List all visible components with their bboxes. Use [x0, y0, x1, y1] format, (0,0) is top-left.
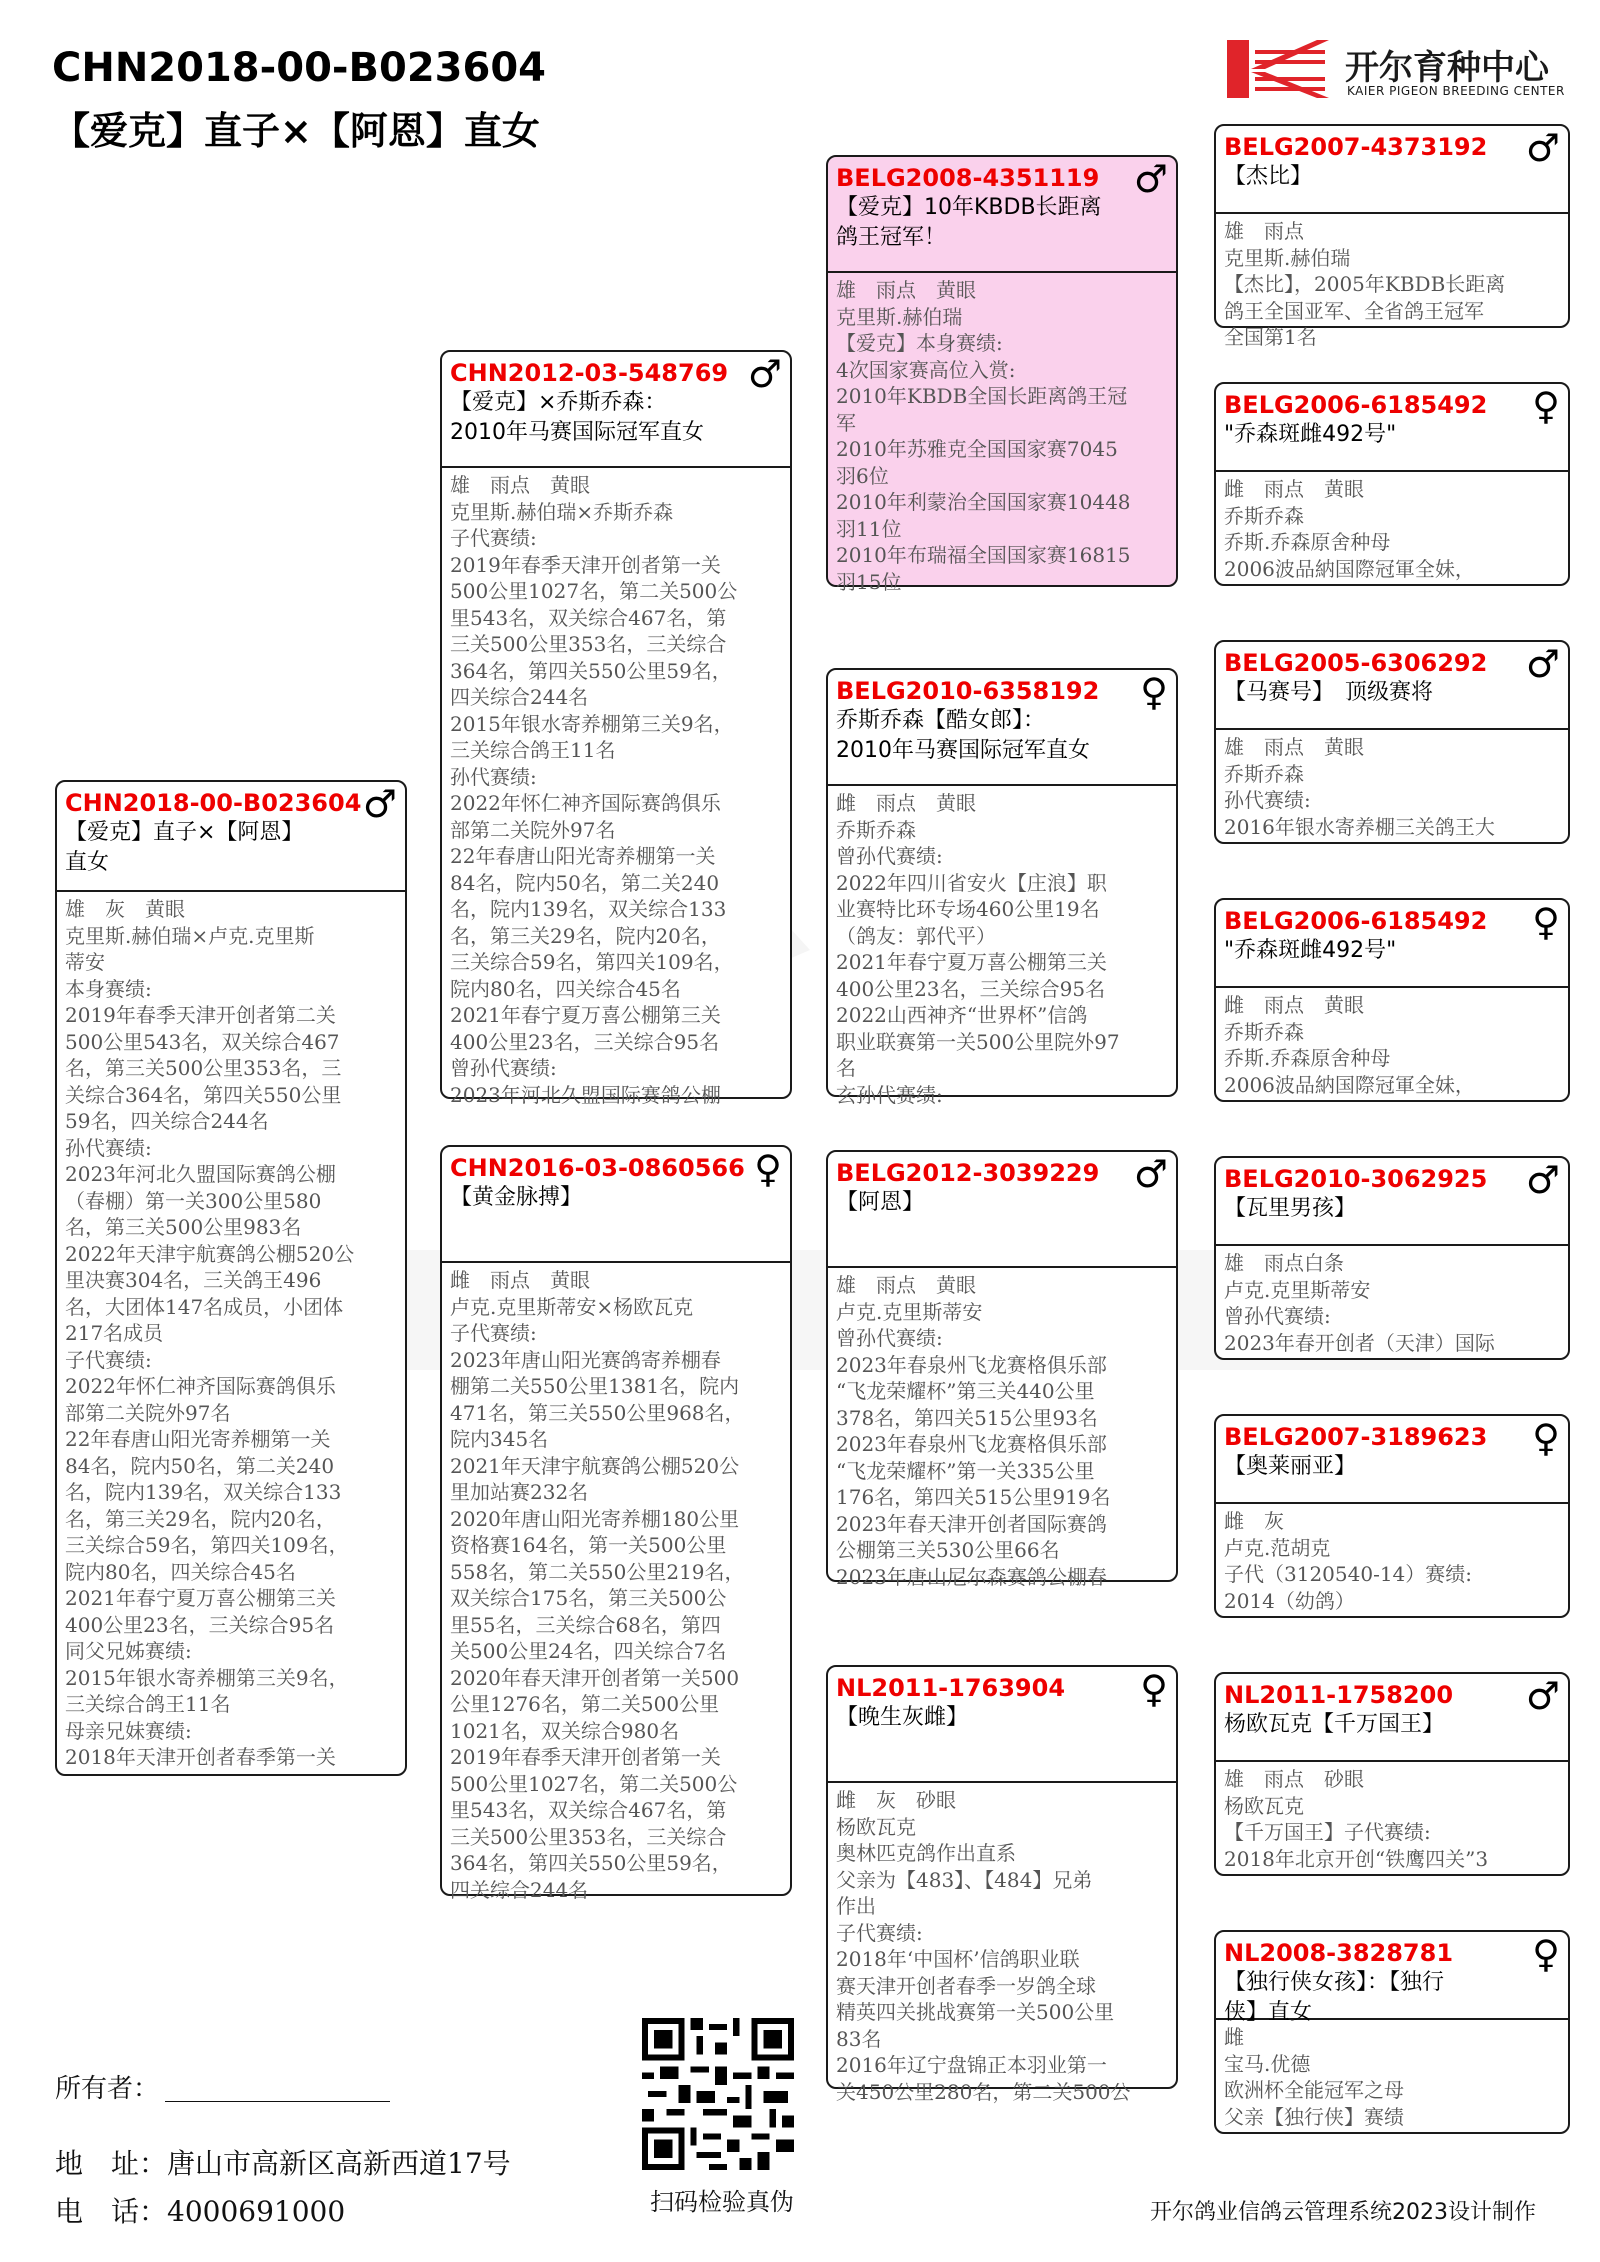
detail-line: 雄 雨点 [1224, 219, 1304, 243]
detail-line: 欧洲杯全能冠军之母 [1224, 2078, 1404, 2102]
phone: 电 话：4000691000 [55, 2195, 346, 2228]
detail-line: 赛天津开创者春季一岁鸽全球 [836, 1973, 1096, 1998]
female-icon: ♀ [1140, 1667, 1168, 1711]
detail-line: 83名 [836, 2026, 882, 2051]
pigeon-card-sdd [1214, 898, 1570, 1102]
detail-line: 【爱克】本身赛绩: [836, 331, 1003, 355]
owner-field [55, 2068, 390, 2105]
card-details [57, 892, 405, 1775]
ring-number: CHN2016-03-0860566 [450, 1154, 745, 1182]
detail-line: 22年春唐山阳光寄养棚第一关 [450, 844, 716, 868]
ring-number: NL2011-1758200 [1224, 1681, 1454, 1709]
detail-line: 雄 灰 黄眼 [65, 897, 185, 921]
detail-line: 资格赛164名，第一关500公里 [450, 1533, 727, 1557]
pigeon-name: 乔斯乔森【酷女郎】： [836, 708, 1046, 733]
detail-line: 名，第三关29名，院内20名， [65, 1506, 336, 1531]
detail-line: 乔斯乔森 [1224, 1019, 1304, 1044]
detail-line: 【千万国王】子代赛绩: [1224, 1820, 1431, 1844]
detail-line: 雌 灰 [1224, 1509, 1284, 1533]
detail-line: 84名，院内50名，第二关240 [450, 870, 720, 895]
pigeon-name: 鸽王冠军！ [836, 225, 947, 250]
card-details [442, 468, 790, 1112]
detail-line: 2021年天津宇航赛鸽公棚520公 [450, 1453, 740, 1478]
detail-line: 2015年银水寄养棚第三关9名， [450, 711, 734, 736]
detail-line: 2015年银水寄养棚第三关9名， [65, 1665, 349, 1690]
ring-number: BELG2007-4373192 [1224, 133, 1488, 161]
pigeon-name: 直女 [65, 850, 110, 875]
female-icon: ♀ [1532, 900, 1560, 944]
ring-number: BELG2010-6358192 [836, 677, 1100, 705]
detail-line: 作出 [836, 1894, 876, 1918]
detail-line: 卢克.克里斯蒂安×杨欧瓦克 [450, 1294, 694, 1319]
card-header [828, 157, 1176, 273]
detail-line: 宝马.优德 [1224, 2051, 1311, 2076]
detail-line: 2022年天津宇航赛鸽公棚520公 [65, 1241, 355, 1266]
detail-line: 名，第三关500公里353名，三 [65, 1056, 342, 1080]
male-icon: ♂ [1525, 1158, 1560, 1202]
detail-line: 四关综合244名 [450, 1877, 589, 1902]
pigeon-name: 【晚生灰雌】 [836, 1705, 969, 1730]
ring-number: CHN2012-03-548769 [450, 359, 729, 387]
detail-line: 364名，第四关550公里59名， [450, 658, 732, 683]
ring-number: NL2008-3828781 [1224, 1939, 1454, 1967]
detail-line: 克里斯.赫伯瑞×乔斯乔森 [450, 499, 674, 524]
detail-line: 三关综合鸽王11名 [65, 1692, 231, 1716]
detail-line: 2023年河北久盟国际赛鸽公棚 [450, 1082, 721, 1107]
ring-number: BELG2010-3062925 [1224, 1165, 1488, 1193]
card-details [1216, 1762, 1568, 1876]
pigeon-name: 杨欧瓦克【千万国王】 [1224, 1712, 1445, 1737]
detail-line: 里加站赛232名 [450, 1480, 589, 1504]
detail-line: 本身赛绩: [65, 976, 152, 1001]
detail-line: 卢克.范胡克 [1224, 1535, 1331, 1560]
detail-line: 曾孙代赛绩: [836, 844, 943, 868]
female-icon: ♀ [754, 1147, 782, 1191]
card-header [1216, 1674, 1568, 1762]
pigeon-name: 【奥莱丽亚】 [1224, 1454, 1357, 1479]
detail-line: 部第二关院外97名 [65, 1400, 231, 1425]
detail-line: 院内80名，四关综合45名 [65, 1559, 296, 1584]
detail-line: 500公里543名，双关综合467 [65, 1029, 340, 1054]
pigeon-name: 【杰比】 [1224, 164, 1313, 189]
detail-line: 精英四关挑战赛第一关500公里 [836, 2000, 1115, 2024]
card-details [1216, 472, 1568, 586]
detail-line: 471名，第三关550公里968名， [450, 1400, 745, 1425]
detail-line: 母亲兄妹赛绩: [65, 1718, 192, 1743]
detail-line: 59名，四关综合244名 [65, 1109, 269, 1133]
card-details [1216, 1246, 1568, 1360]
detail-line: 名，院内139名，双关综合133 [65, 1480, 342, 1504]
detail-line: 乔斯.乔森原舍种母 [1224, 530, 1391, 554]
detail-line: 22年春唐山阳光寄养棚第一关 [65, 1427, 331, 1451]
male-icon: ♂ [1133, 157, 1168, 201]
detail-line: 三关500公里353名，三关综合 [450, 1824, 727, 1849]
detail-line: 2022山西神齐“世界杯”信鸽 [836, 1003, 1088, 1027]
pigeon-card-dam [440, 1145, 792, 1902]
card-header [1216, 384, 1568, 472]
detail-line: 400公里23名，三关综合95名 [450, 1029, 720, 1054]
ring-number: BELG2012-3039229 [836, 1159, 1100, 1187]
detail-line: 2023年春开创者（天津）国际 [1224, 1330, 1495, 1355]
detail-line: 业赛特比环专场460公里19名 [836, 897, 1100, 921]
detail-line: 院内80名，四关综合45名 [450, 976, 681, 1001]
card-details [442, 1263, 790, 1907]
pigeon-name: 【爱克】×乔斯乔森： [450, 390, 667, 415]
detail-line: 2018年北京开创“铁鹰四关”3 [1224, 1846, 1489, 1871]
detail-line: 4次国家赛高位入赏: [836, 357, 1016, 382]
card-details [1216, 988, 1568, 1102]
card-header [1216, 126, 1568, 214]
detail-line: 军 [836, 410, 856, 435]
detail-line: 名，第三关500公里983名 [65, 1215, 302, 1239]
qr-caption: 扫码检验真伪 [650, 2188, 794, 2216]
detail-line: 棚第二关550公里1381名，院内 [450, 1374, 740, 1398]
detail-line: 杨欧瓦克 [836, 1814, 916, 1839]
detail-line: 雌 雨点 黄眼 [836, 791, 976, 815]
detail-line: 2020年春天津开创者第一关500 [450, 1665, 740, 1690]
detail-line: 2010年利蒙治全国国家赛10448 [836, 490, 1131, 514]
detail-line: 卢克.克里斯蒂安 [836, 1299, 983, 1324]
ring-number: BELG2006-6185492 [1224, 907, 1488, 935]
detail-line: 孙代赛绩: [450, 764, 537, 789]
detail-line: 职业联赛第一关500公里院外97 [836, 1029, 1120, 1054]
detail-line: 217名成员 [65, 1321, 164, 1345]
ring-number: CHN2018-00-B023604 [65, 789, 362, 817]
detail-line: 2021年春宁夏万喜公棚第三关 [450, 1003, 721, 1027]
detail-line: 2023年唐山阳光赛鸽寄养棚春 [450, 1347, 721, 1372]
card-details [1216, 214, 1568, 355]
pigeon-name: "乔森斑雌492号" [1224, 422, 1397, 447]
detail-line: 2010年KBDB全国长距离鸽王冠 [836, 384, 1128, 408]
detail-line: 2018年天津开创者春季第一关 [65, 1745, 336, 1769]
owner-label: 所有者： [55, 2074, 160, 2104]
female-icon: ♀ [1532, 1932, 1560, 1976]
detail-line: 关450公里280名，第二关500公 [836, 2079, 1131, 2104]
detail-line: 2023年春泉州飞龙赛格俱乐部 [836, 1352, 1107, 1377]
card-details [828, 1783, 1176, 2109]
detail-line: 公里1276名，第二关500公里 [450, 1692, 720, 1716]
detail-line: 2023年春泉州飞龙赛格俱乐部 [836, 1432, 1107, 1456]
detail-line: 2019年春季天津开创者第一关 [450, 1745, 721, 1769]
card-header [828, 670, 1176, 786]
detail-line: 奥林匹克鸽作出直系 [836, 1841, 1016, 1865]
detail-line: 子代（3120540-14）赛绩: [1224, 1562, 1473, 1586]
detail-line: 雌 雨点 黄眼 [1224, 477, 1364, 501]
detail-line: 2022年怀仁神齐国际赛鸽俱乐 [65, 1374, 336, 1398]
detail-line: （鸽友：郭代平） [836, 923, 996, 948]
detail-line: 鸽王全国亚军、全省鸽王冠军 [1224, 298, 1484, 323]
card-header [442, 1147, 790, 1263]
detail-line: 2022年怀仁神齐国际赛鸽俱乐 [450, 791, 721, 815]
detail-line: 2014（幼鸽） [1224, 1588, 1355, 1613]
male-icon: ♂ [1525, 126, 1560, 170]
detail-line: 名，院内139名，双关综合133 [450, 897, 727, 921]
ring-number: BELG2005-6306292 [1224, 649, 1488, 677]
pigeon-name: 2010年马赛国际冠军直女 [450, 420, 704, 445]
logo-text-en: KAIER PIGEON BREEDING CENTER [1347, 84, 1565, 98]
pigeon-card-dd [826, 1665, 1178, 2104]
detail-line: 同父兄姊赛绩: [65, 1639, 192, 1663]
pigeon-card-dds [1214, 1672, 1570, 1876]
detail-line: 2006波品納国際冠軍全妹， [1224, 556, 1475, 581]
detail-line: 名，第三关29名，院内20名， [450, 923, 721, 948]
detail-line: 羽6位 [836, 463, 889, 488]
detail-line: 2021年春宁夏万喜公棚第三关 [65, 1586, 336, 1610]
pigeon-card-ssd [1214, 382, 1570, 586]
card-details [828, 786, 1176, 1112]
detail-line: 克里斯.赫伯瑞×卢克.克里斯 [65, 923, 315, 948]
detail-line: 全国第1名 [1224, 325, 1317, 349]
pigeon-name: 【瓦里男孩】 [1224, 1196, 1357, 1221]
pigeon-name: 2010年马赛国际冠军直女 [836, 738, 1090, 763]
female-icon: ♀ [1140, 670, 1168, 714]
detail-line: 子代赛绩: [450, 526, 537, 550]
detail-line: 500公里1027名，第二关500公 [450, 579, 738, 603]
card-header [57, 782, 405, 892]
detail-line: 三关综合59名，第四关109名， [65, 1533, 349, 1557]
detail-line: 子代赛绩: [65, 1347, 152, 1372]
detail-line: 2023年春天津开创者国际赛鸽 [836, 1511, 1107, 1536]
detail-line: 里543名，双关综合467名，第 [450, 1798, 727, 1822]
pigeon-card-ddd [1214, 1930, 1570, 2134]
detail-line: “飞龙荣耀杯”第一关335公里 [836, 1458, 1095, 1483]
detail-line: 部第二关院外97名 [450, 817, 616, 842]
pigeon-card-ss [826, 155, 1178, 594]
male-icon: ♂ [1525, 642, 1560, 686]
detail-line: 2010年苏雅克全国国家赛7045 [836, 437, 1118, 461]
detail-line: 克里斯.赫伯瑞 [1224, 245, 1351, 270]
card-header [828, 1152, 1176, 1268]
male-icon: ♂ [1525, 1674, 1560, 1718]
detail-line: 关综合364名，第四关550公里 [65, 1082, 342, 1107]
logo-text-cn: 开尔育种中心 [1345, 48, 1549, 88]
card-details [1216, 730, 1568, 844]
female-icon: ♀ [1532, 384, 1560, 428]
detail-line: 雌 灰 砂眼 [836, 1788, 956, 1812]
detail-line: 雄 雨点 黄眼 [836, 278, 976, 302]
detail-line: “飞龙荣耀杯”第三关440公里 [836, 1379, 1095, 1403]
ring-number: BELG2008-4351119 [836, 164, 1100, 192]
pigeon-name: 【马赛号】 顶级赛将 [1224, 680, 1434, 705]
detail-line: 曾孙代赛绩: [450, 1056, 557, 1080]
detail-line: 三关综合鸽王11名 [450, 738, 616, 762]
detail-line: 2023年唐山尼尔森赛鸽公棚春 [836, 1564, 1107, 1589]
detail-line: 2020年唐山阳光寄养棚180公里 [450, 1506, 740, 1531]
detail-line: 2023年河北久盟国际赛鸽公棚 [65, 1162, 336, 1186]
kaier-logo [1225, 36, 1575, 106]
detail-line: 三关500公里353名，三关综合 [450, 632, 727, 656]
male-icon: ♂ [747, 352, 782, 396]
detail-line: 2010年布瑞福全国国家赛16815 [836, 543, 1131, 567]
detail-line: 乔斯乔森 [1224, 503, 1304, 528]
pigeon-name: 【黄金脉搏】 [450, 1185, 583, 1210]
detail-line: 乔斯乔森 [836, 817, 916, 842]
detail-line: 雌 [1224, 2025, 1244, 2049]
footer-credit: 开尔鸽业信鸽云管理系统2023设计制作 [1150, 2200, 1536, 2225]
detail-line: 2019年春季天津开创者第二关 [65, 1003, 336, 1027]
pigeon-card-dss [1214, 1156, 1570, 1360]
detail-line: 雌 雨点 黄眼 [1224, 993, 1364, 1017]
detail-line: 2006波品納国際冠軍全妹， [1224, 1072, 1475, 1097]
female-icon: ♀ [1532, 1416, 1560, 1460]
pigeon-name: 侠】直女 [1224, 2000, 1313, 2025]
detail-line: 雄 雨点 黄眼 [450, 473, 590, 497]
card-header [1216, 1158, 1568, 1246]
pigeon-card-sss [1214, 124, 1570, 349]
pigeon-name: 【独行侠女孩】：【独行 [1224, 1970, 1445, 1995]
detail-line: 玄孙代赛绩: [836, 1082, 943, 1107]
detail-line: 2021年春宁夏万喜公棚第三关 [836, 950, 1107, 974]
detail-line: 里55名，三关综合68名，第四 [450, 1612, 721, 1637]
detail-line: 2022年四川省安火【庄浪】职 [836, 870, 1107, 895]
pigeon-card-ds [826, 1150, 1178, 1589]
detail-line: 雄 雨点 黄眼 [1224, 735, 1364, 759]
detail-line: 父亲为【483】、【484】兄弟 [836, 1867, 1093, 1892]
pigeon-card-sire [440, 350, 792, 1107]
detail-line: 里543名，双关综合467名，第 [450, 605, 727, 630]
detail-line: 2019年春季天津开创者第一关 [450, 552, 721, 577]
kaier-logo-icon [1225, 36, 1335, 106]
detail-line: 里决赛304名，三关鸽王496 [65, 1268, 322, 1292]
detail-line: 名，大团体147名成员，小团体 [65, 1294, 344, 1319]
detail-line: 父亲【独行侠】赛绩 [1224, 2104, 1404, 2129]
detail-line: 三关综合59名，第四关109名， [450, 950, 734, 974]
qr-code-icon[interactable] [642, 2018, 794, 2170]
detail-line: 双关综合175名，第三关500公 [450, 1586, 727, 1610]
ring-number: BELG2007-3189623 [1224, 1423, 1488, 1451]
detail-line: （春棚）第一关300公里580 [65, 1188, 322, 1213]
detail-line: 500公里1027名，第二关500公 [450, 1771, 738, 1796]
detail-line: 羽11位 [836, 516, 902, 541]
pigeon-card-sd [826, 668, 1178, 1107]
detail-line: 克里斯.赫伯瑞 [836, 304, 963, 329]
card-details [1216, 2020, 1568, 2134]
card-header [1216, 1932, 1568, 2025]
detail-line: 曾孙代赛绩: [836, 1326, 943, 1350]
male-icon: ♂ [362, 782, 397, 826]
pigeon-name: 【爱克】直子×【阿恩】 [65, 820, 304, 845]
detail-line: 雌 雨点 黄眼 [450, 1268, 590, 1292]
detail-line: 子代赛绩: [836, 1920, 923, 1945]
pigeon-name: 【阿恩】 [836, 1190, 925, 1215]
pedigree-ring-number: CHN2018-00-B023604 [52, 45, 546, 91]
detail-line: 84名，院内50名，第二关240 [65, 1453, 335, 1478]
detail-line: 2016年银水寄养棚三关鸽王大 [1224, 814, 1495, 839]
detail-line: 176名，第四关515公里919名 [836, 1485, 1111, 1509]
detail-line: 雄 雨点 黄眼 [836, 1273, 976, 1297]
detail-line: 杨欧瓦克 [1224, 1793, 1304, 1818]
detail-line: 【杰比】，2005年KBDB长距离 [1224, 272, 1506, 296]
detail-line: 2016年辽宁盘锦正本羽业第一 [836, 2053, 1107, 2077]
pigeon-card-dsd [1214, 1414, 1570, 1618]
detail-line: 孙代赛绩: [1224, 788, 1311, 812]
card-header [1216, 1416, 1568, 1504]
detail-line: 四关综合244名 [450, 685, 589, 709]
detail-line: 羽15位 [836, 569, 902, 594]
detail-line: 名 [836, 1056, 856, 1080]
card-header [1216, 642, 1568, 730]
card-details [828, 1268, 1176, 1594]
detail-line: 558名，第二关550公里219名， [450, 1559, 745, 1584]
card-details [828, 273, 1176, 599]
card-header [828, 1667, 1176, 1783]
detail-line: 雄 雨点 砂眼 [1224, 1767, 1364, 1791]
detail-line: 关500公里24名，四关综合7名 [450, 1639, 727, 1663]
pigeon-name: "乔森斑雌492号" [1224, 938, 1397, 963]
detail-line: 乔斯乔森 [1224, 761, 1304, 786]
detail-line: 2018年‘中国杯’信鸽职业联 [836, 1947, 1080, 1971]
detail-line: 院内345名 [450, 1427, 549, 1451]
detail-line: 1021名，双关综合980名 [450, 1718, 680, 1743]
detail-line: 雄 雨点白条 [1224, 1251, 1344, 1275]
owner-blank-line [165, 2079, 390, 2102]
detail-line: 400公里23名，三关综合95名 [65, 1612, 335, 1637]
ring-number: BELG2006-6185492 [1224, 391, 1488, 419]
ring-number: NL2011-1763904 [836, 1674, 1066, 1702]
pedigree-pigeon-name: 【爱克】直子×【阿恩】直女 [52, 109, 540, 153]
card-header [442, 352, 790, 468]
card-details [1216, 1504, 1568, 1618]
detail-line: 子代赛绩: [450, 1321, 537, 1345]
card-header [1216, 900, 1568, 988]
detail-line: 378名，第四关515公里93名 [836, 1405, 1098, 1430]
address: 地 址：唐山市高新区高新西道17号 [55, 2147, 511, 2180]
detail-line: 曾孙代赛绩: [1224, 1304, 1331, 1328]
detail-line: 400公里23名，三关综合95名 [836, 976, 1106, 1001]
detail-line: 乔斯.乔森原舍种母 [1224, 1046, 1391, 1070]
detail-line: 公棚第三关530公里66名 [836, 1538, 1060, 1562]
pigeon-card-sds [1214, 640, 1570, 844]
detail-line: 364名，第四关550公里59名， [450, 1851, 732, 1875]
detail-line: 卢克.克里斯蒂安 [1224, 1277, 1371, 1302]
male-icon: ♂ [1133, 1152, 1168, 1196]
detail-line: 蒂安 [65, 950, 105, 974]
detail-line: 孙代赛绩: [65, 1135, 152, 1160]
pigeon-name: 【爱克】10年KBDB长距离 [836, 195, 1102, 220]
pigeon-card-subject [55, 780, 407, 1776]
